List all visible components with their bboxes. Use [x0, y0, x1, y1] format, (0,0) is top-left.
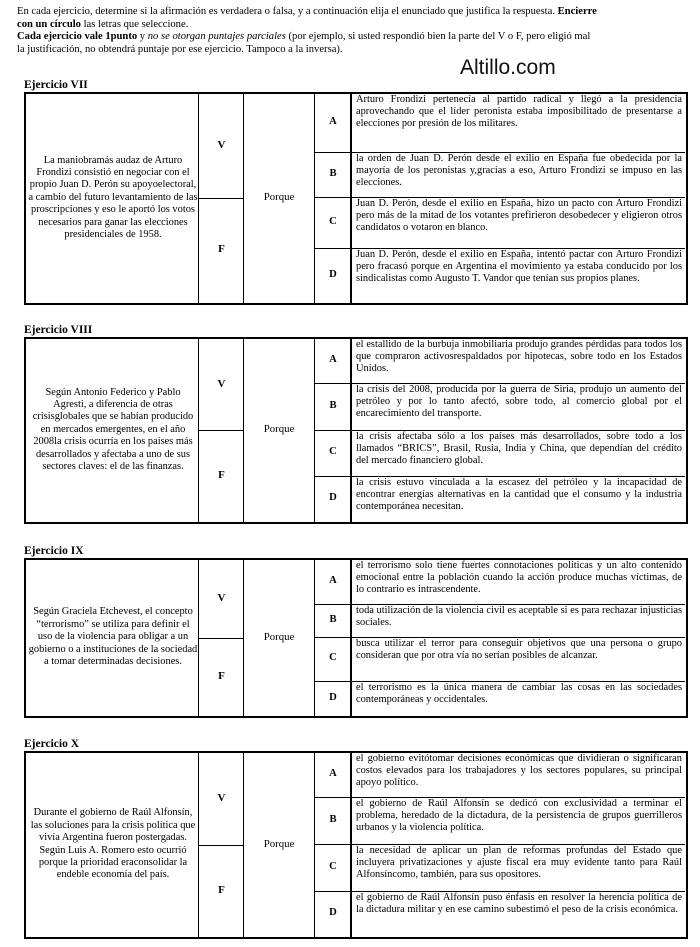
- option-text: el gobierno evitótomar decisiones económicas que dividieran o significaran costos elevados para los trabajadores y los sectores populares, su principal apoyo político.: [356, 753, 682, 789]
- porque-label: Porque: [263, 837, 295, 850]
- option-letter-c[interactable]: C: [329, 860, 337, 872]
- table-divider: [314, 94, 315, 303]
- instructions-text: (por ejemplo, si usted respondió bien la parte del V o F, pero eligió mal: [285, 31, 591, 43]
- exercise-statement: Según Antonio Federico y Pablo Agresti, a diferencia de otras crisisglobales que se habían producido en mercados emergentes, en el año 2008la crisis ocurría en los países más desarrollados y afectaba a uno de sus sectores claves: el de las finanzas.: [32, 386, 194, 473]
- true-option[interactable]: V: [217, 792, 226, 804]
- false-option[interactable]: F: [218, 669, 225, 682]
- option-text: el gobierno de Raúl Alfonsín se dedicó con exclusividad a terminar el problema, heredado de la dictadura, de la persistencia de grupos guerrilleros urbanos y la violencia política.: [356, 798, 682, 834]
- watermark-logo: Altillo.com: [460, 56, 556, 79]
- exercise-title: Ejercicio VII: [24, 79, 88, 91]
- option-letter-b[interactable]: B: [329, 399, 337, 411]
- table-divider: [198, 198, 243, 199]
- exercise-title: Ejercicio X: [24, 738, 80, 750]
- table-divider: [198, 430, 243, 431]
- option-text: la crisis estuvo vinculada a la escasez del petróleo y la incapacidad de encontrar energías alternativas en la cantidad que el consumo y la industria contemporánea necesitan.: [356, 477, 682, 513]
- instructions: [17, 6, 700, 56]
- instructions-text: y: [137, 31, 148, 43]
- table-divider: [350, 753, 352, 937]
- option-letter-d[interactable]: D: [329, 691, 337, 703]
- option-text: el estallido de la burbuja inmobiliaria produjo grandes pérdidas para todos los que compraron activosrespaldados por hipotecas, sobre todo en los Estados Unidos.: [356, 339, 682, 375]
- true-option[interactable]: V: [217, 377, 226, 390]
- option-text: el gobierno de Raúl Alfonsín puso énfasis en resolver la herencia política de la dictadura militar y en ese camino subestimó el peso de la crisis económica.: [356, 892, 682, 916]
- option-letter-d[interactable]: D: [329, 492, 337, 503]
- instructions-line-1: [17, 6, 700, 19]
- table-divider: [314, 560, 315, 716]
- false-option[interactable]: F: [218, 883, 225, 896]
- option-text: Arturo Frondizi pertenecía al partido radical y llegó a la presidencia aprovechando que el líder peronista estaba imposibilitado de presentarse a elecciones por presión de los militares.: [356, 94, 682, 130]
- exercise-statement: Según Graciela Etchevest, el concepto “terrorismo” se utiliza para definir el uso de la violencia para obligar a un gobierno o a instituciones de la sociedad a tomar determinadas decisiones.: [28, 606, 198, 668]
- option-letter-a[interactable]: A: [329, 767, 337, 779]
- porque-label: Porque: [263, 423, 295, 435]
- table-divider: [198, 638, 243, 639]
- instructions-line-2: [17, 19, 700, 32]
- option-letter-a[interactable]: A: [329, 353, 337, 365]
- exercise-table: [24, 558, 688, 718]
- option-text: la necesidad de aplicar un plan de reformas profundas del Estado que incluyera privatizaciones y ajuste fiscal era muy evidente tanto para Raúl Alfonsíncomo, también, para sus opositores.: [356, 845, 682, 881]
- option-text: toda utilización de la violencia civil es aceptable si es para rechazar injusticias sociales.: [356, 605, 682, 629]
- exercise-table: [24, 92, 688, 305]
- option-text: el terrorismo es la única manera de cambiar las cosas en las sociedades contemporáneas y occidentales.: [356, 682, 682, 706]
- option-letter-c[interactable]: C: [329, 446, 337, 457]
- option-letter-d[interactable]: D: [329, 268, 337, 280]
- option-letter-a[interactable]: A: [329, 574, 337, 586]
- option-text: el terrorismo solo tiene fuertes connotaciones políticas y un alto contenido emocional entre la población cuando la acción produce muchas víctimas, de lo contrario es intrascendente.: [356, 560, 682, 596]
- table-divider: [198, 845, 243, 846]
- true-option[interactable]: V: [217, 592, 226, 604]
- option-text: la orden de Juan D. Perón desde el exilio en España fue obedecida por la mayoría de los peronistas y,gracias a eso, Arturo Frondizi se impuso en las elecciones.: [356, 153, 682, 189]
- option-letter-b[interactable]: B: [329, 167, 337, 179]
- option-text: Juan D. Perón, desde el exilio en España, hizo un pacto con Arturo Frondizi pero más de la mitad de los votantes prefirieron desobedecer y eligieron otros candidatos o votaron en blanco.: [356, 198, 682, 234]
- instructions-italic: no se otorgan puntajes parciales: [147, 31, 286, 43]
- exercise-table: [24, 337, 688, 524]
- instructions-text: las letras que seleccione.: [80, 18, 189, 30]
- exercise-statement: La maniobramás audaz de Arturo Frondizi consistió en negociar con el propio Juan D. Perón su apoyoelectoral, a cambio del futuro levantamiento de las proscripciones y eso le aportó los votos necesarios para ganar las elecciones presidenciales de 1958.: [28, 154, 198, 241]
- table-divider: [314, 753, 315, 937]
- option-letter-c[interactable]: C: [329, 215, 337, 227]
- option-letter-b[interactable]: B: [329, 613, 337, 625]
- option-text: busca utilizar el terror para conseguir objetivos que una persona o grupo consideran que por otra vía no serían posibles de alcanzar.: [356, 638, 682, 662]
- porque-label: Porque: [263, 191, 295, 203]
- option-letter-a[interactable]: A: [329, 115, 337, 127]
- option-letter-c[interactable]: C: [329, 652, 337, 663]
- instructions-emphasis: Cada ejercicio vale 1punto: [17, 31, 138, 43]
- table-divider: [350, 94, 352, 303]
- table-divider: [350, 560, 352, 716]
- option-letter-b[interactable]: B: [329, 813, 337, 825]
- option-letter-d[interactable]: D: [329, 907, 337, 918]
- instructions-emphasis: con un círculo: [17, 18, 81, 30]
- instructions-line-4: la justificación, no obtendrá puntaje por ese ejercicio. Tampoco a la inversa).: [17, 43, 343, 55]
- false-option[interactable]: F: [218, 243, 225, 255]
- true-option[interactable]: V: [217, 139, 226, 151]
- exercise-title: Ejercicio IX: [24, 545, 84, 557]
- option-text: Juan D. Perón, desde el exilio en España, intentó pactar con Arturo Frondizi pero fracasó porque en Argentina el movimiento ya estaba conducido por los sindicalistas como Augusto T. Vandor que tenían sus propios planes.: [356, 249, 682, 285]
- instructions-line-3: [17, 31, 700, 44]
- option-text: la crisis del 2008, producida por la guerra de Siria, produjo un aumento del petróleo y por lo tanto afectó, sobre todo, al comercio global por el encarecimiento del transporte.: [356, 384, 682, 420]
- exercise-table: [24, 751, 688, 939]
- instructions-emphasis: Encierre: [557, 6, 597, 17]
- exercise-statement: Durante el gobierno de Raúl Alfonsín, las soluciones para la crisis política que vivía Argentina fueron postergadas. Según Luis A. Romero esto ocurrió porque la prioridad eraconsolidar la endeble economía del país.: [30, 807, 196, 881]
- porque-label: Porque: [263, 630, 295, 643]
- false-option[interactable]: F: [218, 468, 225, 481]
- option-text: la crisis afectaba sólo a los países más desarrollados, sobre todo a los llamados “BRICS”, Brasil, Rusia, India y China, que dependían del crédito del mercado financiero global.: [356, 431, 682, 467]
- instructions-text: En cada ejercicio, determine si la afirmación es verdadera o falsa, y a continuación elija el enunciado que justifica la respuesta.: [17, 6, 555, 17]
- exercise-title: Ejercicio VIII: [24, 324, 93, 336]
